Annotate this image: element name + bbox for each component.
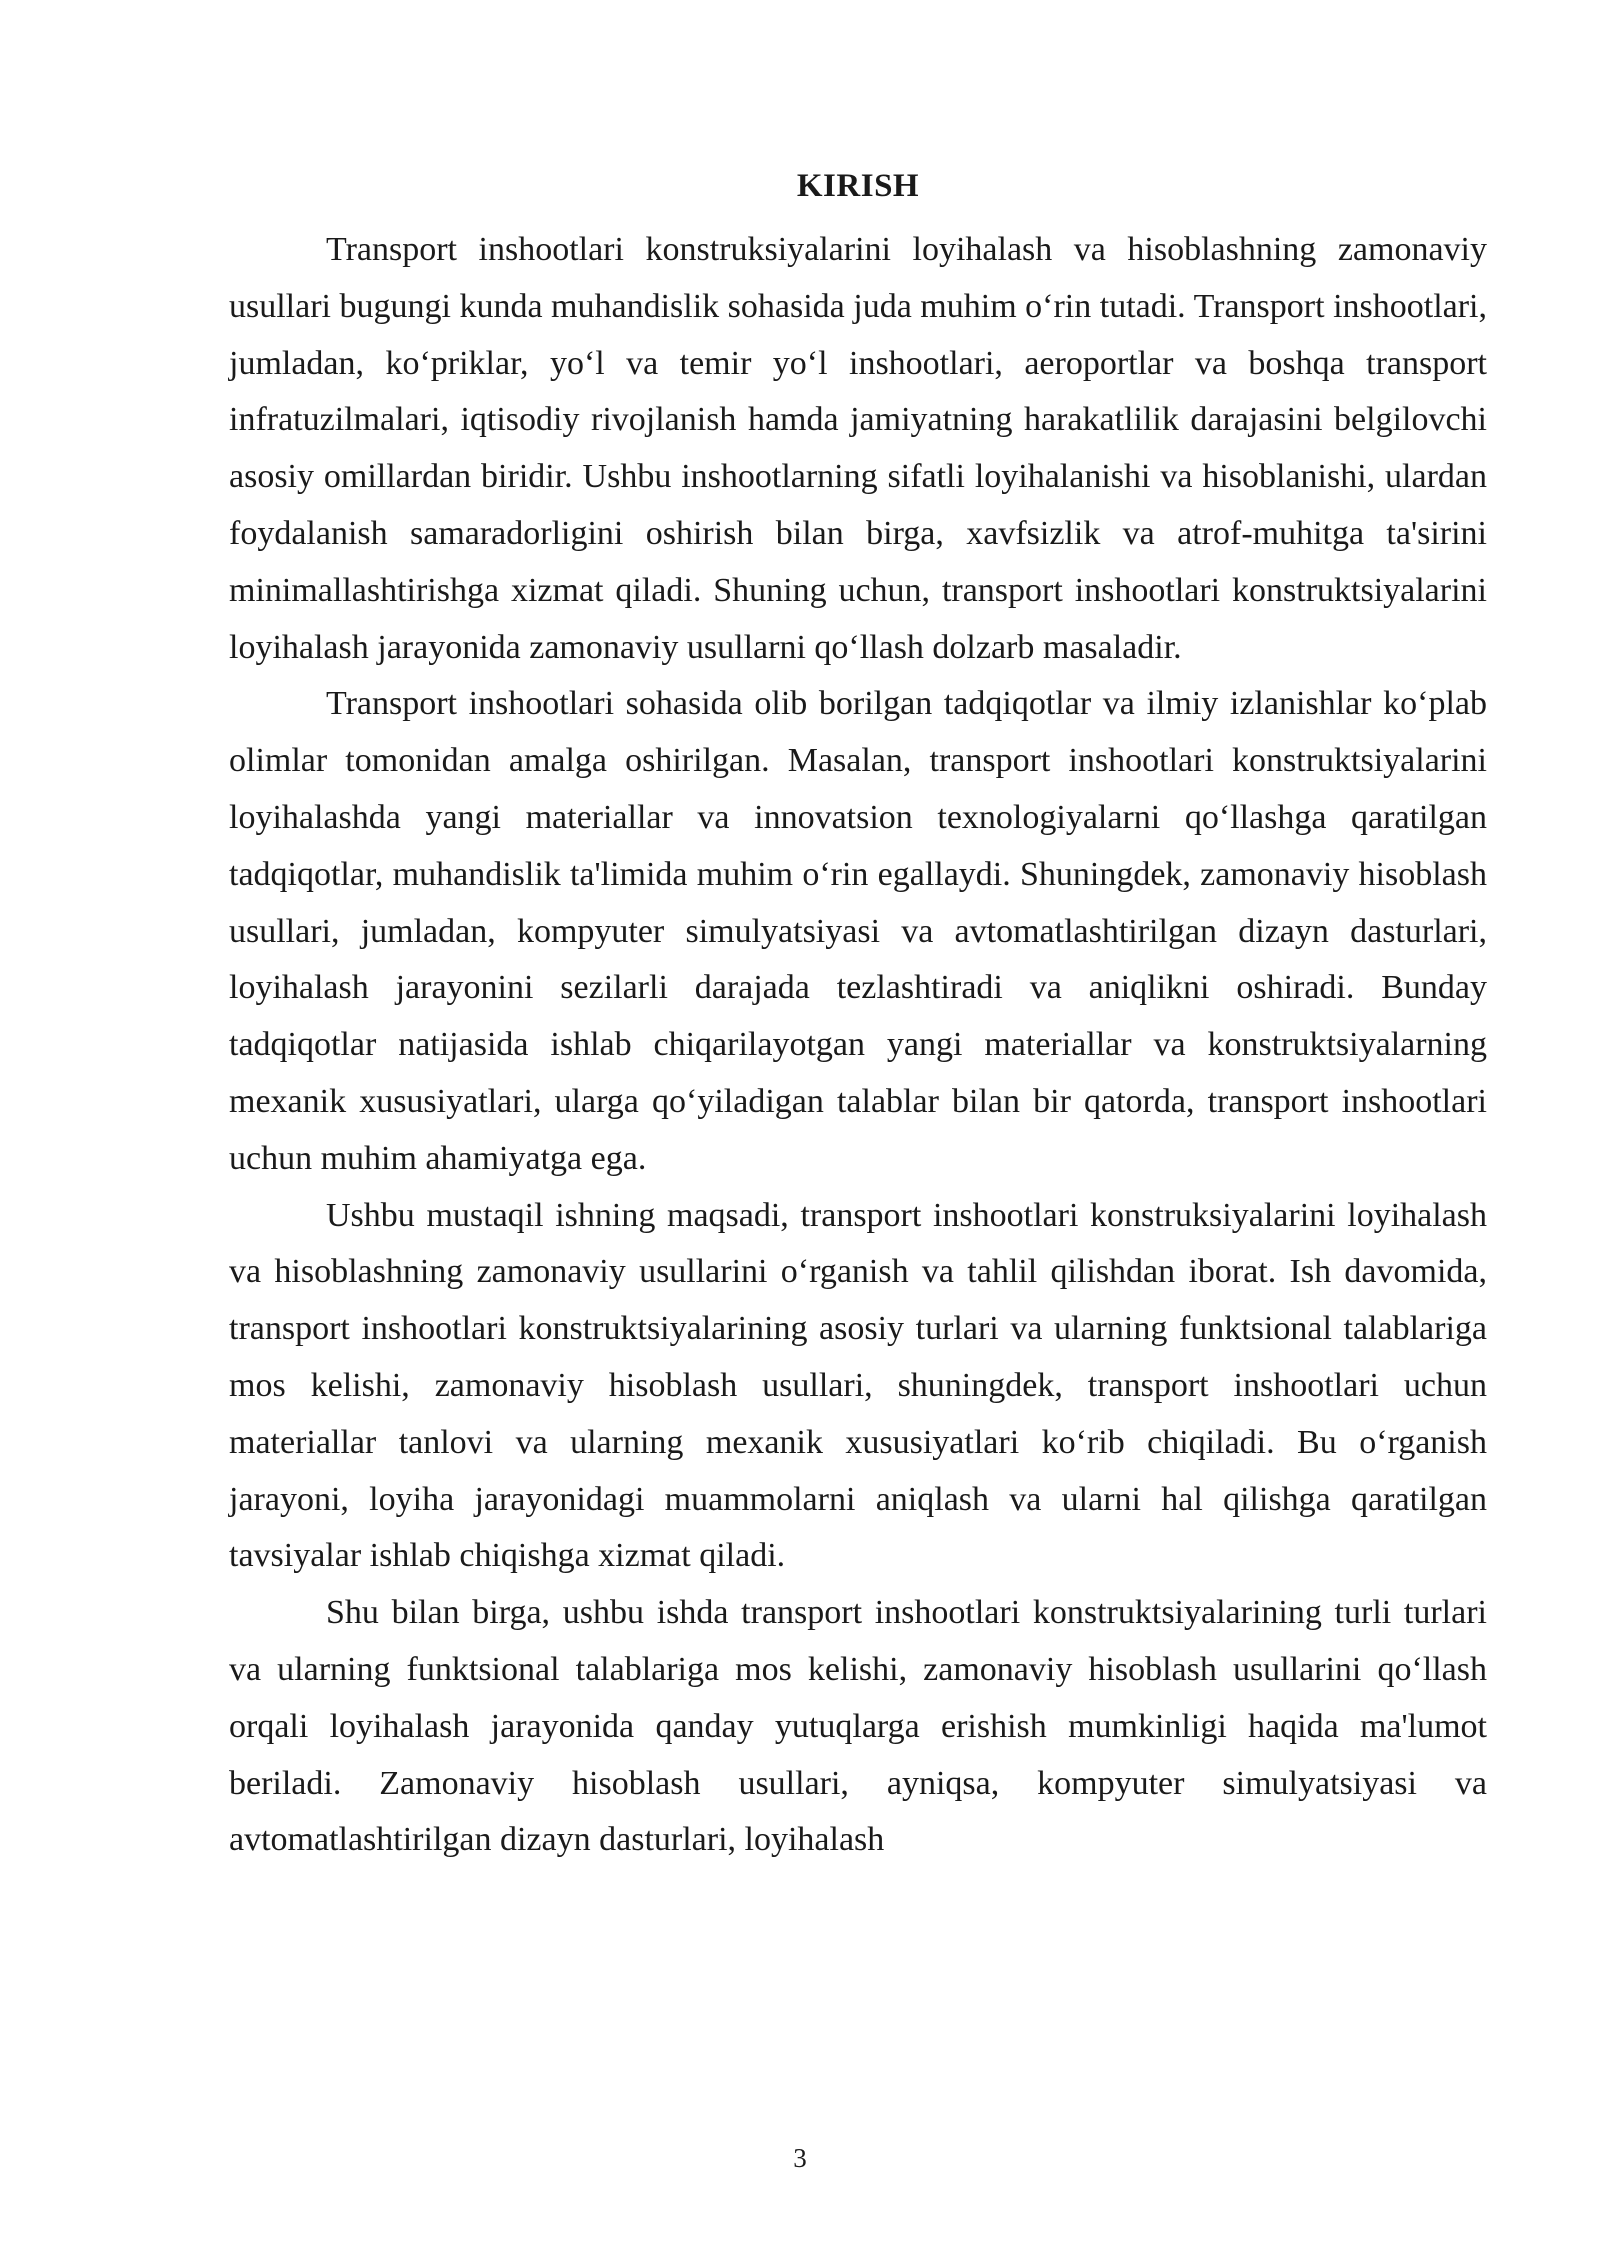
page-title: KIRISH xyxy=(796,168,920,204)
paragraph-4: Shu bilan birga, ushbu ishda transport inshootlari konstruktsiyalarining turli turlari va ularning funktsional talablariga mos kelishi, zamonaviy hisoblash usullarini qo‘llash orqali loyihalash jarayonida qanday yutuqlarga erishish mumkinligi haqida ma'lumot beriladi. Zamonaviy hisoblash usullari, ayniqsa, kompyuter simulyatsiyasi va avtomatlashtirilgan dizayn dasturlari, loyihalash xyxy=(229,1594,1487,1859)
paragraph-1: Transport inshootlari konstruksiyalarini loyihalash va hisoblashning zamonaviy usullari bugungi kunda muhandislik sohasida juda muhim o‘rin tutadi. Transport inshootlari, jumladan, ko‘priklar, yo‘l va temir yo‘l inshootlari, aeroportlar va boshqa transport infratuzilmalari, iqtisodiy rivojlanish hamda jamiyatning harakatlilik darajasini belgilovchi asosiy omillardan biridir. Ushbu inshootlarning sifatli loyihalanishi va hisoblanishi, ulardan foydalanish samaradorligini oshirish bilan birga, xavfsizlik va atrof-muhitga ta'sirini minimallashtirishga xizmat qiladi. Shuning uchun, transport inshootlari konstruktsiyalarini loyihalash jarayonida zamonaviy usullarni qo‘llash dolzarb masaladir. xyxy=(229,231,1487,666)
page-number: 3 xyxy=(793,2143,807,2173)
paragraph-2: Transport inshootlari sohasida olib borilgan tadqiqotlar va ilmiy izlanishlar ko‘plab olimlar tomonidan amalga oshirilgan. Masalan, transport inshootlari konstruktsiyalarini loyihalashda yangi materiallar va innovatsion texnologiyalarni qo‘llashga qaratilgan tadqiqotlar, muhandislik ta'limida muhim o‘rin egallaydi. Shuningdek, zamonaviy hisoblash usullari, jumladan, kompyuter simulyatsiyasi va avtomatlashtirilgan dizayn dasturlari, loyihalash jarayonini sezilarli darajada tezlashtiradi va aniqlikni oshiradi. Bunday tadqiqotlar natijasida ishlab chiqarilayotgan yangi materiallar va konstruktsiyalarning mexanik xususiyatlari, ularga qo‘yiladigan talablar bilan bir qatorda, transport inshootlari uchun muhim ahamiyatga ega. xyxy=(229,685,1487,1177)
paragraph-3: Ushbu mustaqil ishning maqsadi, transport inshootlari konstruksiyalarini loyihalash va hisoblashning zamonaviy usullarini o‘rganish va tahlil qilishdan iborat. Ish davomida, transport inshootlari konstruktsiyalarining asosiy turlari va ularning funktsional talablariga mos kelishi, zamonaviy hisoblash usullari, shuningdek, transport inshootlari uchun materiallar tanlovi va ularning mexanik xususiyatlari ko‘rib chiqiladi. Bu o‘rganish jarayoni, loyiha jarayonidagi muammolarni aniqlash va ularni hal qilishga qaratilgan tavsiyalar ishlab chiqishga xizmat qiladi. xyxy=(229,1196,1487,1575)
page-content xyxy=(229,160,1487,1869)
